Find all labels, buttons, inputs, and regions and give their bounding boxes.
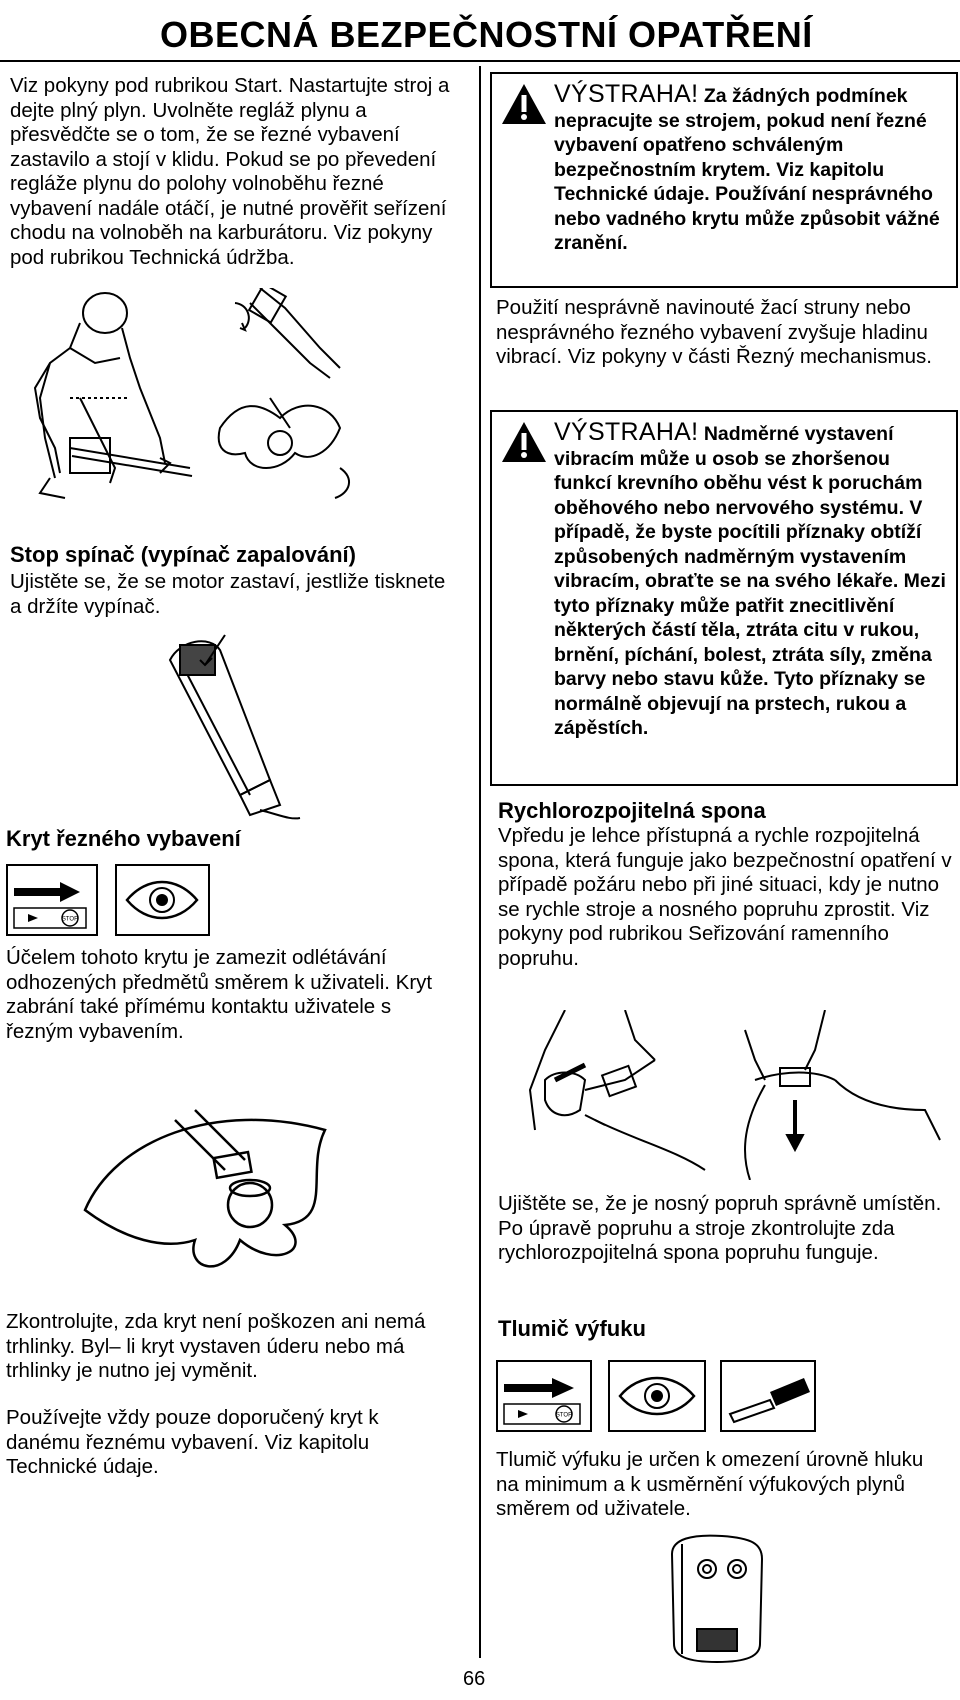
- muffler-eye-symbol-box: [608, 1360, 706, 1432]
- stop-arrow-icon: [498, 1362, 590, 1430]
- muffler-illustration: [662, 1534, 772, 1664]
- harness-drawing: [525, 1010, 950, 1180]
- stop-switch-text: Ujistěte se, že se motor zastaví, jestliže tisknete a držíte vypínač.: [10, 570, 446, 618]
- handle-drawing: [150, 630, 310, 820]
- quick-release-text: Vpředu je lehce přístupná a rychle rozpojitelná spona, která funguje jako bezpečnostní opatření v případě požáru nebo při jiné situaci, kdy je nutno se rychle stroje a nosného popruhu zprostit. Viz pokyny pod rubrikou Seřizování ramenního popruhu.: [498, 824, 952, 970]
- muffler-text: Tlumič výfuku je určen k omezení úrovně hluku na minimum a k usměrnění výfukových plynů směrem od uživatele.: [496, 1448, 924, 1520]
- muffler-heading: Tlumič výfuku: [498, 1316, 646, 1341]
- stop-sign-text: STOP: [61, 916, 79, 923]
- muffler-stop-symbol-box: [496, 1360, 592, 1432]
- warning2-text: Nadměrné vystavení vibracím může u osob se zhoršenou funkcí krevního oběhu vést k poruchám oběhového nebo nervového systému. V případě, že byste pocítili příznaky obtíží způsobených nadměrným vystavením vibracím, obraťte se na svého lékaře. Mezi tyto příznaky může patřit znecitlivění některých částí těla, ztráta citu v rukou, brnění, píchání, bolest, ztráta síly, změna barvy nebo stavu kůže. Tyto příznaky se normálně objevují na prstech, rukou a zápěstích.: [554, 423, 946, 739]
- header-rule: [0, 60, 960, 62]
- stop-switch-heading: Stop spínač (vypínač zapalování): [10, 542, 356, 567]
- brush-icon: [722, 1362, 814, 1430]
- warning-triangle-icon: [500, 82, 548, 126]
- column-divider: [479, 66, 481, 1658]
- guard-illustration: [75, 1080, 375, 1280]
- eye-icon: [610, 1362, 704, 1430]
- eye-symbol-box: [115, 864, 210, 936]
- warning2-title: VÝSTRAHA!: [554, 418, 699, 446]
- warning1-text: Za žádných podmínek nepracujte se strojem, pokud není řezné vybavení opatřeno schváleným bezpečnostním krytem. Viz kapitolu Technické údaje. Používání nesprávného nebo vadného krytu může způsobit vážné zranění.: [554, 85, 940, 254]
- intro-paragraph: Viz pokyny pod rubrikou Start. Nastartujte stroj a dejte plný plyn. Uvolněte regláž plynu a přesvědčte se o tom, že se řezné vybavení zastavilo a stojí v klidu. Pokud se po převedení regláže plynu do polohy volnoběhu řezné vybavení nadále otáčí, je nutné prověřit seřízení chodu na volnoběh na karburátoru. Viz pokyny pod rubrikou Technická údržba.: [10, 74, 450, 269]
- stop-switch-illustration: [150, 630, 310, 820]
- vibration-text: Použití nesprávně navinouté žací struny nebo nesprávného řezného vybavení zvyšuje hladinu vibrací. Viz pokyny v části Řezný mechanismus.: [496, 296, 932, 368]
- muffler-stop-sign-text: STOP: [555, 1412, 573, 1419]
- operator-drawing: [10, 288, 400, 518]
- guard-drawing: [75, 1080, 375, 1280]
- harness-illustration: [525, 1010, 950, 1180]
- muffler-drawing: [662, 1534, 772, 1664]
- warning1-title: VÝSTRAHA!: [554, 80, 699, 108]
- quick-release-heading: Rychlorozpojitelná spona: [498, 798, 766, 823]
- stop-symbol-box: [6, 864, 98, 936]
- harness-text: Ujištěte se, že je nosný popruh správně umístěn. Po úpravě popruhu a stroje zkontrolujte zda rychlorozpojitelná spona popruhu funguje.: [498, 1192, 942, 1264]
- guard-purpose-text: Účelem tohoto krytu je zamezit odlétávání odhozených předmětů směrem k uživateli. Kryt zabrání také přímému kontaktu uživatele s řezným vybavením.: [6, 946, 433, 1043]
- operator-illustration: [10, 288, 400, 518]
- warning-box-vibration: [490, 410, 958, 786]
- muffler-brush-symbol-box: [720, 1360, 816, 1432]
- warning-triangle-icon: [500, 420, 548, 464]
- warning-box-guard: [490, 72, 958, 288]
- page-title: OBECNÁ BEZPEČNOSTNÍ OPATŘENÍ: [160, 14, 813, 55]
- guard-heading: Kryt řezného vybavení: [6, 826, 241, 851]
- stop-arrow-icon: [8, 866, 96, 934]
- eye-icon: [117, 866, 208, 934]
- guard-check-text: Zkontrolujte, zda kryt není poškozen ani nemá trhlinky. Byl– li kryt vystaven úderu nebo má trhlinky je nutno jej vyměnit.: [6, 1310, 426, 1382]
- guard-use-text: Používejte vždy pouze doporučený kryt k danému řeznému vybavení. Viz kapitolu Technické údaje.: [6, 1406, 379, 1478]
- page-number: 66: [463, 1668, 486, 1690]
